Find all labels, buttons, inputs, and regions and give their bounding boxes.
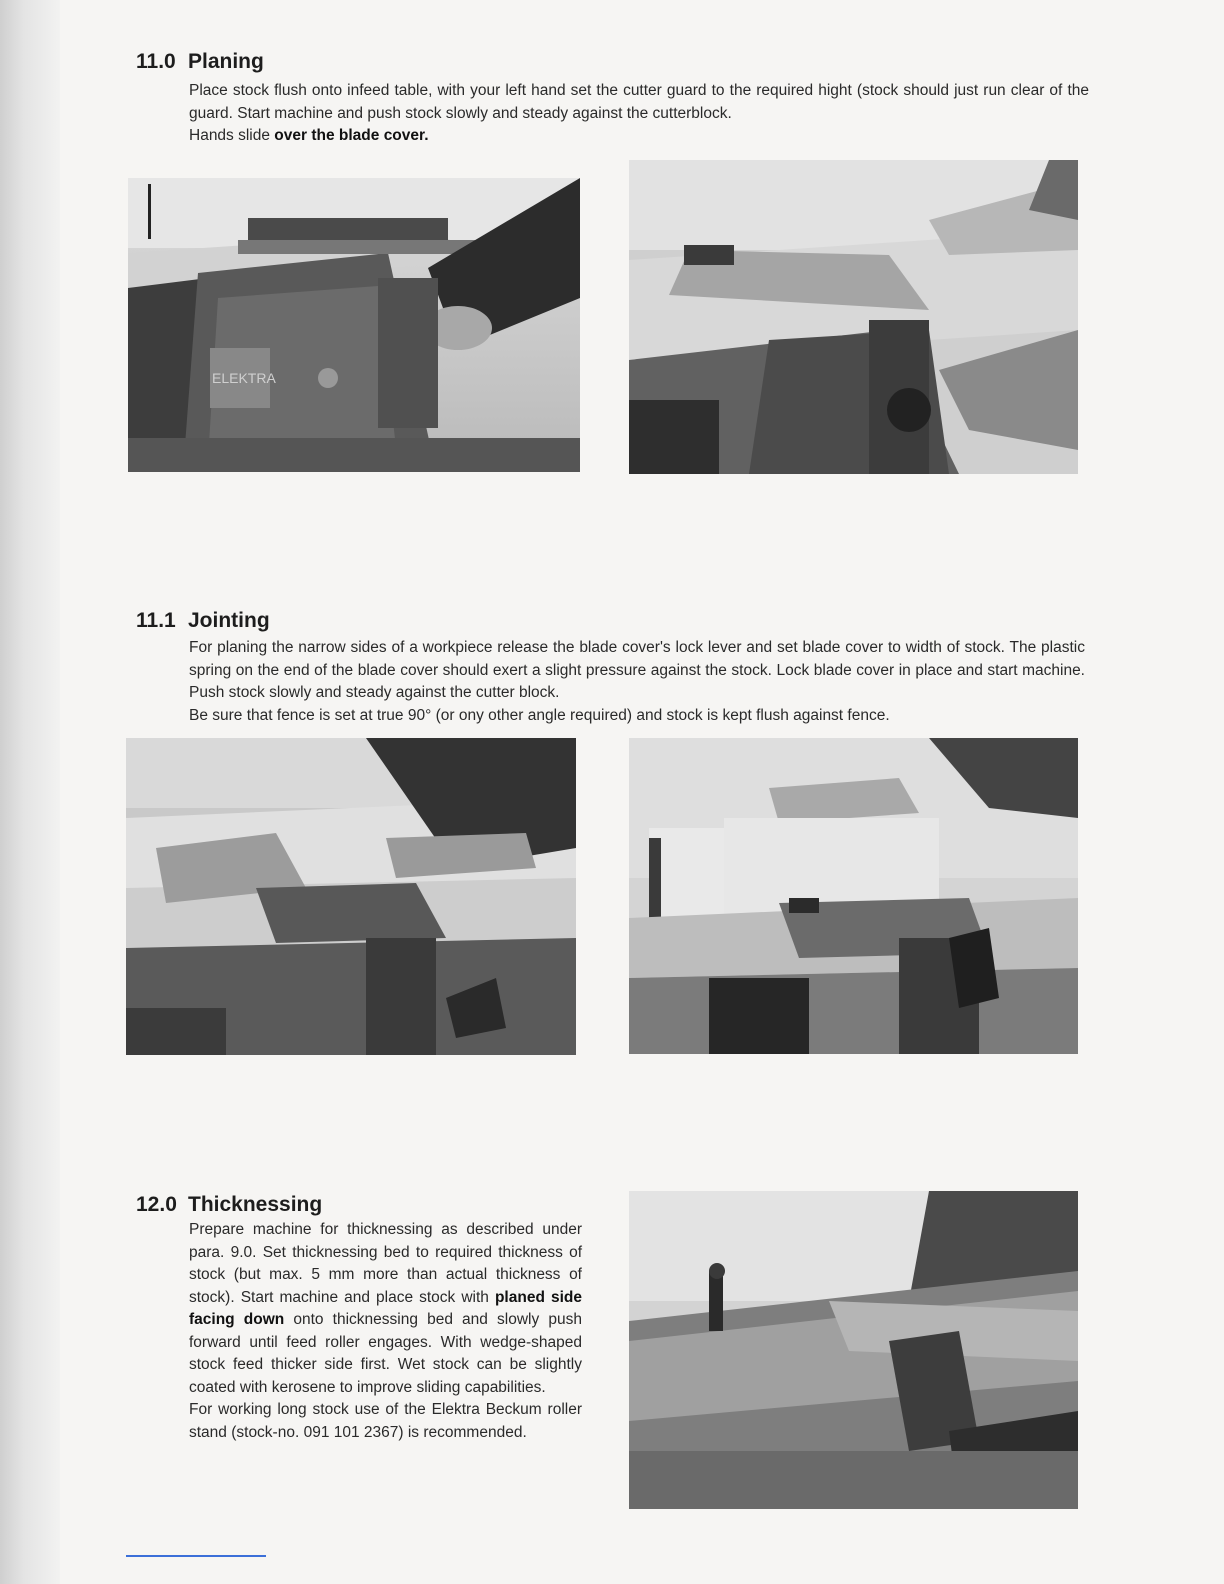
binding-shadow [0,0,60,1584]
section-number: 11.1 [136,609,176,632]
hands-prefix: Hands slide [189,127,275,144]
section-title: Planing [188,50,264,73]
thicknessing-text-after: onto thicknessing bed and slowly push forward until feed roller engages. With wedge-shaped stock feed thicker side first. Wet stock can be slightly coated with kerosene to improve sliding capabilities. [189,1311,582,1396]
thicknessing-text-before: Prepare machine for thicknessing as described under para. 9.0. Set thicknessing bed to required thickness of stock (but max. 5 mm more than actual thickness of stock). Start machine and place stock with [189,1221,582,1306]
jointing-paragraph: For planing the narrow sides of a workpiece release the blade cover's lock lever and set blade cover to width of stock. The plastic spring on the end of the blade cover should exert a slight pressure against the stock. Lock blade cover in place and start machine. Push stock slowly and steady against the cutter block. [189,639,1085,701]
heading-planing [136,50,264,74]
planing-paragraph: Place stock flush onto infeed table, with your left hand set the cutter guard to the required hight (stock should just run clear of the guard. Start machine and push stock slowly and steady against the cutterblock. [189,82,1089,122]
thicknessing-paragraph [189,1219,582,1399]
heading-thicknessing [136,1193,322,1217]
roller-stand-note: For working long stock use of the Elektra Beckum roller stand (stock-no. 091 101 2367) is recommended. [189,1401,582,1441]
section-number: 11.0 [136,50,176,73]
section-title: Jointing [188,609,270,632]
section-title: Thicknessing [188,1193,323,1216]
photo-jointing-fence [629,738,1078,1054]
photo-planing-guard-setting [128,178,580,472]
heading-jointing [136,609,270,633]
photo-planing-hand-over-guard [629,160,1078,474]
planed-side-facing-down: planed side facing down [189,1288,582,1328]
photo-jointing-push-stock [126,738,576,1055]
photo-thicknessing-bed [629,1191,1078,1509]
page-footer-rule [126,1555,266,1557]
jointing-fence-note: Be sure that fence is set at true 90° (or ony other angle required) and stock is kept flush against fence. [189,706,890,724]
thicknessing-text [189,1219,582,1444]
jointing-text [189,637,1085,727]
planing-text [189,80,1089,148]
section-number: 12.0 [136,1193,177,1216]
planing-hands-note [189,125,1089,148]
machine-logo-text: ELEKTRA [212,370,276,386]
hands-bold: over the blade cover. [274,127,429,144]
